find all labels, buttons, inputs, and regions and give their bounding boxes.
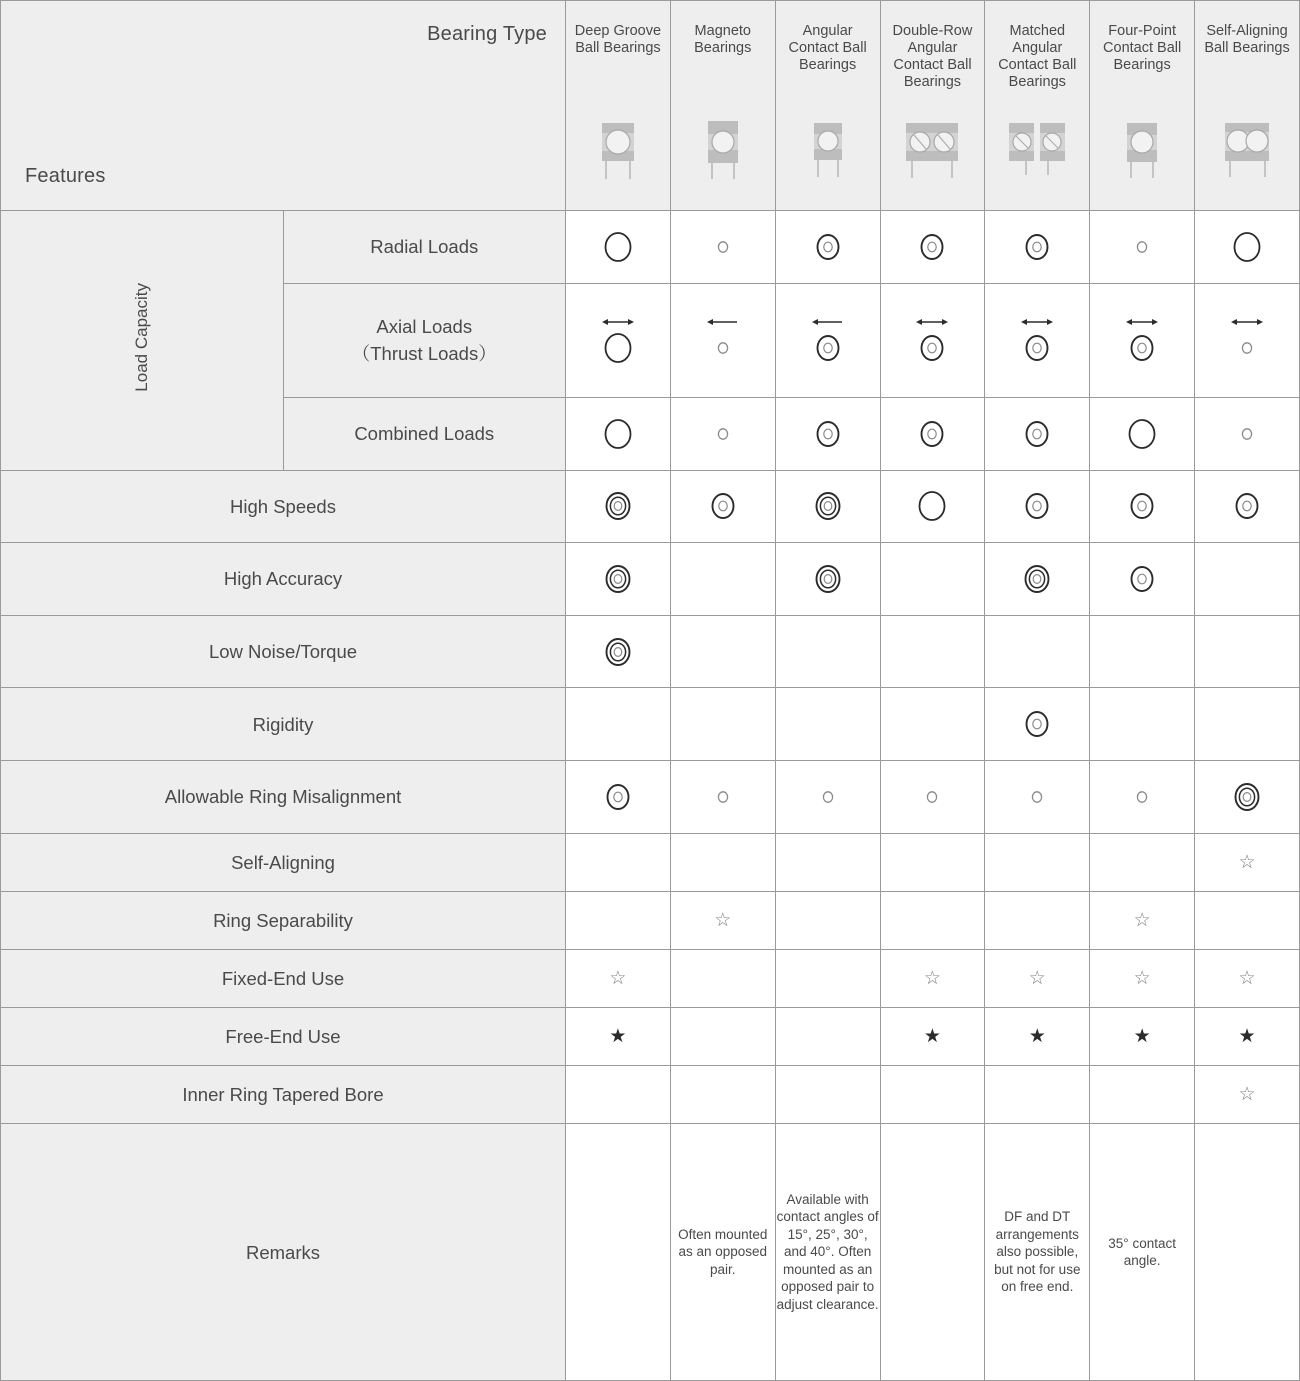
rating-symbol-large-circle bbox=[881, 489, 985, 523]
rating-cell bbox=[670, 950, 775, 1008]
rating-cell bbox=[566, 1008, 671, 1066]
rating-cell bbox=[775, 470, 880, 543]
table-row bbox=[1, 470, 1300, 543]
rating-cell bbox=[566, 283, 671, 397]
rating-cell bbox=[670, 470, 775, 543]
rating-symbol-filled-star: ★ bbox=[1238, 1026, 1256, 1048]
rating-symbol-double-circle bbox=[1195, 489, 1299, 523]
rating-cell bbox=[670, 833, 775, 891]
table-row bbox=[1, 833, 1300, 891]
rating-symbol-double-circle bbox=[671, 489, 775, 523]
column-header-label: Matched Angular Contact Ball Bearings bbox=[998, 22, 1077, 90]
rating-cell bbox=[566, 543, 671, 616]
row-label: Self-Aligning bbox=[1, 833, 566, 891]
remarks-row bbox=[1, 1124, 1300, 1381]
rating-symbol-small-circle bbox=[671, 780, 775, 814]
rating-symbol-double-circle bbox=[1090, 489, 1194, 523]
table-header-row bbox=[1, 1, 1300, 211]
rating-symbol-double-circle bbox=[881, 417, 985, 451]
rating-symbol-double-circle bbox=[1090, 562, 1194, 596]
rating-symbol-open-star: ☆ bbox=[1028, 968, 1046, 990]
rating-cell bbox=[566, 688, 671, 761]
rating-symbol-open-star: ☆ bbox=[609, 968, 627, 990]
features-label: Features bbox=[25, 165, 106, 187]
rating-cell bbox=[985, 470, 1090, 543]
rating-cell bbox=[985, 950, 1090, 1008]
rating-cell bbox=[566, 211, 671, 284]
rating-symbol-double-circle bbox=[776, 315, 880, 365]
rating-symbol-large-circle bbox=[1090, 417, 1194, 451]
rating-cell bbox=[1195, 397, 1300, 470]
rating-symbol-double-circle bbox=[566, 780, 670, 814]
rating-symbol-double-circle bbox=[776, 417, 880, 451]
rating-symbol-small-circle bbox=[1090, 780, 1194, 814]
rating-cell bbox=[1195, 688, 1300, 761]
rating-cell bbox=[985, 688, 1090, 761]
rating-cell bbox=[1195, 283, 1300, 397]
table-body bbox=[1, 211, 1300, 1381]
row-label: Free-End Use bbox=[1, 1008, 566, 1066]
rating-cell bbox=[880, 1008, 985, 1066]
header-corner-cell bbox=[1, 1, 566, 211]
rating-cell bbox=[566, 891, 671, 949]
table-row bbox=[1, 615, 1300, 688]
rating-cell bbox=[670, 761, 775, 834]
rating-symbol-open-star: ☆ bbox=[714, 909, 732, 931]
row-label: Low Noise/Torque bbox=[1, 615, 566, 688]
column-header-label: Angular Contact Ball Bearings bbox=[788, 22, 867, 73]
rating-cell bbox=[775, 211, 880, 284]
remark-cell: 35° contact angle. bbox=[1090, 1124, 1195, 1381]
rating-cell bbox=[1090, 891, 1195, 949]
rating-symbol-open-star: ☆ bbox=[923, 968, 941, 990]
column-header-label: Self-Aligning Ball Bearings bbox=[1204, 22, 1290, 56]
rating-cell bbox=[566, 1066, 671, 1124]
rating-symbol-large-circle bbox=[566, 417, 670, 451]
rating-symbol-small-circle bbox=[671, 315, 775, 365]
rating-cell bbox=[1090, 833, 1195, 891]
table-row bbox=[1, 1066, 1300, 1124]
rating-symbol-triple-circle bbox=[776, 562, 880, 596]
rating-cell bbox=[1195, 833, 1300, 891]
rating-symbol-triple-circle bbox=[566, 489, 670, 523]
rating-cell bbox=[985, 1066, 1090, 1124]
rating-cell bbox=[670, 283, 775, 397]
table-row bbox=[1, 543, 1300, 616]
rating-cell bbox=[670, 615, 775, 688]
rating-symbol-triple-circle bbox=[566, 635, 670, 669]
rating-cell bbox=[1195, 543, 1300, 616]
rating-cell bbox=[670, 1066, 775, 1124]
rating-cell bbox=[1195, 1008, 1300, 1066]
rating-cell bbox=[775, 543, 880, 616]
rating-cell bbox=[1090, 1008, 1195, 1066]
rating-symbol-filled-star: ★ bbox=[1028, 1026, 1046, 1048]
table-row bbox=[1, 891, 1300, 949]
rating-symbol-small-circle bbox=[671, 230, 775, 264]
rating-cell bbox=[985, 283, 1090, 397]
rating-symbol-double-circle bbox=[985, 489, 1089, 523]
column-header-6 bbox=[1090, 1, 1195, 211]
rating-cell bbox=[880, 688, 985, 761]
self-aligning-ball-bearing-icon bbox=[1195, 117, 1299, 189]
rating-cell bbox=[670, 1008, 775, 1066]
column-header-label: Deep Groove Ball Bearings bbox=[574, 22, 662, 56]
row-group-label: Load Capacity bbox=[131, 283, 151, 393]
rating-symbol-open-star: ☆ bbox=[1238, 851, 1256, 873]
rating-cell bbox=[985, 891, 1090, 949]
rating-cell bbox=[1195, 470, 1300, 543]
rating-cell bbox=[985, 615, 1090, 688]
rating-cell bbox=[1090, 211, 1195, 284]
column-header-4 bbox=[880, 1, 985, 211]
four-point-contact-ball-bearing-icon bbox=[1090, 117, 1194, 189]
rating-cell bbox=[880, 833, 985, 891]
rating-symbol-triple-circle bbox=[1195, 780, 1299, 814]
rating-cell bbox=[880, 891, 985, 949]
rating-cell bbox=[985, 833, 1090, 891]
rating-cell bbox=[566, 950, 671, 1008]
rating-symbol-filled-star: ★ bbox=[923, 1026, 941, 1048]
column-header-label: Double-Row Angular Contact Ball Bearings bbox=[892, 22, 973, 90]
row-label: High Speeds bbox=[1, 470, 566, 543]
rating-cell bbox=[1090, 397, 1195, 470]
rating-cell bbox=[670, 543, 775, 616]
deep-groove-ball-bearing-icon bbox=[566, 117, 670, 189]
rating-cell bbox=[775, 1066, 880, 1124]
rating-cell bbox=[670, 397, 775, 470]
rating-symbol-triple-circle bbox=[776, 489, 880, 523]
rating-cell bbox=[1090, 950, 1195, 1008]
rating-symbol-large-circle bbox=[566, 315, 670, 365]
rating-symbol-double-circle bbox=[985, 417, 1089, 451]
row-group-load-capacity bbox=[1, 211, 284, 471]
bearing-type-label: Bearing Type bbox=[427, 23, 547, 45]
rating-cell bbox=[1195, 615, 1300, 688]
rating-cell bbox=[775, 397, 880, 470]
rating-cell bbox=[1090, 761, 1195, 834]
rating-cell bbox=[1195, 211, 1300, 284]
rating-symbol-small-circle bbox=[1090, 230, 1194, 264]
row-label: Inner Ring Tapered Bore bbox=[1, 1066, 566, 1124]
rating-cell bbox=[775, 283, 880, 397]
remarks-label: Remarks bbox=[1, 1124, 566, 1381]
column-header-label: Four-Point Contact Ball Bearings bbox=[1103, 22, 1182, 73]
rating-cell bbox=[670, 891, 775, 949]
angular-contact-ball-bearing-icon bbox=[776, 117, 880, 189]
row-label: Ring Separability bbox=[1, 891, 566, 949]
rating-cell bbox=[1090, 470, 1195, 543]
rating-cell bbox=[880, 283, 985, 397]
rating-symbol-large-circle bbox=[1195, 230, 1299, 264]
rating-cell bbox=[775, 833, 880, 891]
rating-cell bbox=[880, 397, 985, 470]
row-label-line-2: （Thrust Loads） bbox=[351, 343, 497, 365]
rating-cell bbox=[1090, 1066, 1195, 1124]
rating-cell bbox=[566, 470, 671, 543]
rating-cell bbox=[670, 688, 775, 761]
rating-symbol-double-circle bbox=[985, 315, 1089, 365]
remark-cell: DF and DT arrangements also possible, but not for use on free end. bbox=[985, 1124, 1090, 1381]
rating-cell bbox=[775, 761, 880, 834]
rating-symbol-double-circle bbox=[776, 230, 880, 264]
rating-cell bbox=[880, 615, 985, 688]
rating-cell bbox=[880, 543, 985, 616]
row-label: Allowable Ring Misalignment bbox=[1, 761, 566, 834]
rating-cell bbox=[880, 211, 985, 284]
rating-symbol-double-circle bbox=[881, 230, 985, 264]
row-label: Radial Loads bbox=[283, 211, 566, 284]
rating-symbol-small-circle bbox=[1195, 417, 1299, 451]
column-header-3 bbox=[775, 1, 880, 211]
rating-symbol-double-circle bbox=[1090, 315, 1194, 365]
rating-cell bbox=[1090, 543, 1195, 616]
remark-cell: Often mounted as an opposed pair. bbox=[670, 1124, 775, 1381]
table-row bbox=[1, 211, 1300, 284]
column-header-2 bbox=[670, 1, 775, 211]
row-label: Fixed-End Use bbox=[1, 950, 566, 1008]
rating-cell bbox=[985, 211, 1090, 284]
rating-cell bbox=[1195, 761, 1300, 834]
rating-cell bbox=[1090, 283, 1195, 397]
matched-angular-contact-ball-bearing-icon bbox=[985, 117, 1089, 189]
rating-symbol-triple-circle bbox=[566, 562, 670, 596]
row-label-line-1: Axial Loads bbox=[376, 316, 473, 338]
rating-symbol-filled-star: ★ bbox=[609, 1026, 627, 1048]
rating-cell bbox=[775, 950, 880, 1008]
rating-symbol-small-circle bbox=[1195, 315, 1299, 365]
rating-symbol-double-circle bbox=[985, 707, 1089, 741]
remark-cell bbox=[1195, 1124, 1300, 1381]
rating-symbol-open-star: ☆ bbox=[1238, 968, 1256, 990]
rating-cell bbox=[1195, 950, 1300, 1008]
rating-symbol-double-circle bbox=[881, 315, 985, 365]
table-row bbox=[1, 761, 1300, 834]
column-header-5 bbox=[985, 1, 1090, 211]
rating-cell bbox=[880, 470, 985, 543]
rating-cell bbox=[1195, 891, 1300, 949]
rating-symbol-small-circle bbox=[881, 780, 985, 814]
rating-symbol-filled-star: ★ bbox=[1133, 1026, 1151, 1048]
rating-cell bbox=[985, 543, 1090, 616]
rating-cell bbox=[1195, 1066, 1300, 1124]
magneto-bearing-icon bbox=[671, 117, 775, 189]
rating-cell bbox=[985, 761, 1090, 834]
table-row bbox=[1, 1008, 1300, 1066]
rating-symbol-large-circle bbox=[566, 230, 670, 264]
double-row-angular-contact-ball-bearing-icon bbox=[881, 117, 985, 189]
rating-symbol-triple-circle bbox=[985, 562, 1089, 596]
row-label: Rigidity bbox=[1, 688, 566, 761]
rating-cell bbox=[880, 761, 985, 834]
rating-cell bbox=[985, 397, 1090, 470]
rating-cell bbox=[566, 833, 671, 891]
rating-symbol-open-star: ☆ bbox=[1133, 909, 1151, 931]
rating-symbol-small-circle bbox=[985, 780, 1089, 814]
table-row bbox=[1, 688, 1300, 761]
column-header-label: Magneto Bearings bbox=[694, 22, 752, 56]
rating-cell bbox=[566, 615, 671, 688]
rating-cell bbox=[1090, 688, 1195, 761]
row-label bbox=[283, 283, 566, 397]
rating-cell bbox=[670, 211, 775, 284]
rating-cell bbox=[985, 1008, 1090, 1066]
rating-cell bbox=[775, 615, 880, 688]
rating-symbol-small-circle bbox=[671, 417, 775, 451]
rating-cell bbox=[775, 1008, 880, 1066]
rating-cell bbox=[566, 761, 671, 834]
rating-cell bbox=[566, 397, 671, 470]
column-header-7 bbox=[1195, 1, 1300, 211]
rating-cell bbox=[1090, 615, 1195, 688]
rating-cell bbox=[775, 688, 880, 761]
rating-cell bbox=[880, 1066, 985, 1124]
column-header-1 bbox=[566, 1, 671, 211]
row-label: High Accuracy bbox=[1, 543, 566, 616]
table-row bbox=[1, 950, 1300, 1008]
remark-cell: Available with contact angles of 15°, 25°, 30°, and 40°. Often mounted as an opposed pair to adjust clearance. bbox=[775, 1124, 880, 1381]
rating-symbol-open-star: ☆ bbox=[1238, 1084, 1256, 1106]
rating-symbol-small-circle bbox=[776, 780, 880, 814]
rating-symbol-double-circle bbox=[985, 230, 1089, 264]
rating-cell bbox=[775, 891, 880, 949]
rating-cell bbox=[880, 950, 985, 1008]
remark-cell bbox=[880, 1124, 985, 1381]
rating-symbol-open-star: ☆ bbox=[1133, 968, 1151, 990]
remark-cell bbox=[566, 1124, 671, 1381]
row-label: Combined Loads bbox=[283, 397, 566, 470]
